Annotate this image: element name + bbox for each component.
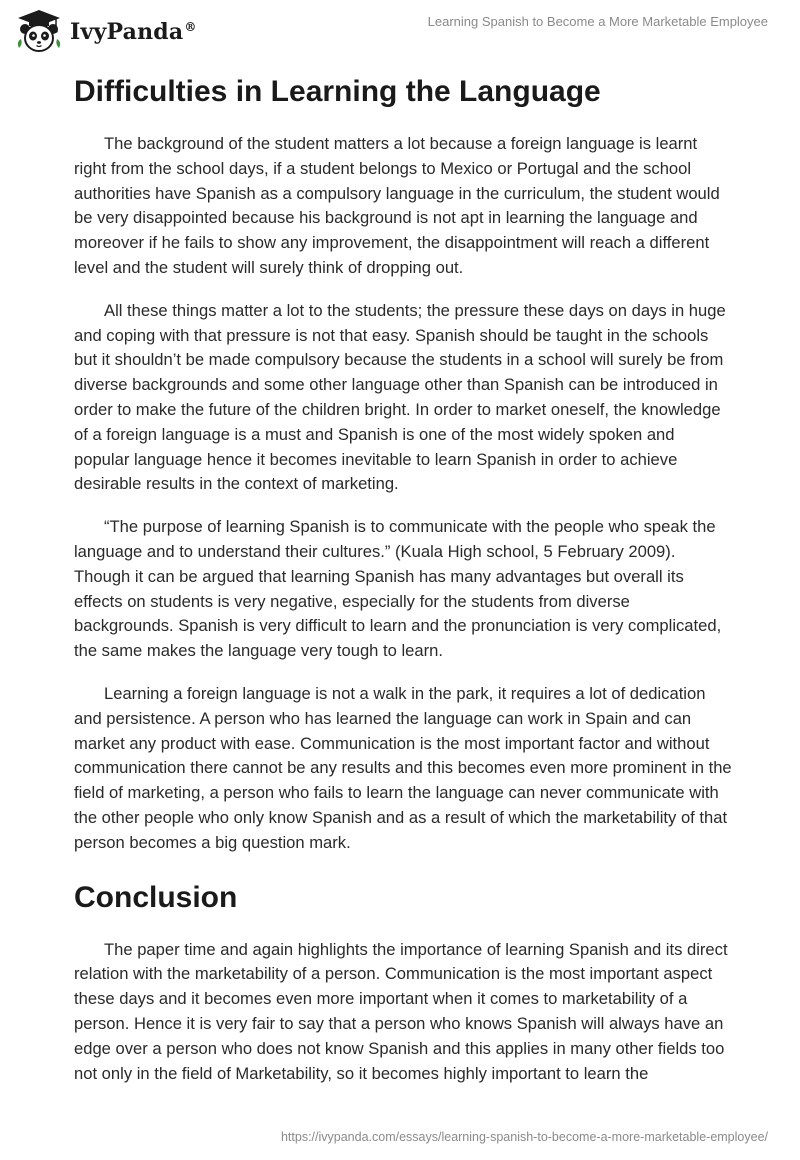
registered-mark: ® <box>184 19 197 34</box>
page-header <box>0 0 800 60</box>
document-title: Learning Spanish to Become a More Marketable Employee <box>427 14 768 29</box>
ivypanda-logo[interactable] <box>14 8 197 54</box>
paragraph: The background of the student matters a lot because a foreign language is learnt right from the school days, if a student belongs to Mexico or Portugal and the school authorities have Spanish as a compulsory language in the curriculum, the student would be very disappointed because his background is not apt in learning the language and moreover if he fails to show any improvement, the disappointment will reach a different level and the student will surely think of dropping out. <box>74 134 720 277</box>
panda-graduate-icon <box>14 8 64 54</box>
paragraph: Learning a foreign language is not a walk in the park, it requires a lot of dedication and persistence. A person who has learned the language can work in Spain and can market any product with ease. Communication is the most important factor and without communication there cannot be any results and this becomes even more prominent in the field of marketing, a person who fails to learn the language can never communicate with the other people who only know Spanish and as a result of which the marketability of that person becomes a big question mark. <box>74 683 732 852</box>
paragraph: “The purpose of learning Spanish is to communicate with the people who speak the language and to understand their cultures.” (Kuala High school, 5 February 2009). Though it can be argued that learning Spanish has many advantages but overall its effects on students is very negative, especially for the students from diverse backgrounds. Spanish is very difficult to learn and the pronunciation is very complicated, the same makes the language very tough to learn. <box>74 517 722 661</box>
paragraph: The paper time and again highlights the importance of learning Spanish and its direct relation with the marketability of a person. Communication is the most important aspect these days and it becomes even more important when it comes to marketability of a person. Hence it is very fair to say that a person who knows Spanish will always have an edge over a person who does not know Spanish and this applies in many other fields too not only in the field of Marketability, so it becomes highly important to learn the <box>74 939 728 1083</box>
essay-content <box>74 70 734 1104</box>
paragraph: All these things matter a lot to the students; the pressure these days on days in huge and coping with that pressure is not that easy. Spanish should be taught in the schools but it shouldn’t be made compulsory because the students in a school will surely be from diverse backgrounds and some other language other than Spanish can be introduced in order to make the future of the children bright. In order to market oneself, the knowledge of a foreign language is a must and Spanish is one of the most widely spoken and popular language hence it becomes inevitable to learn Spanish in order to achieve desirable results in the context of marketing. <box>74 300 726 494</box>
section-heading: Difficulties in Learning the Language <box>74 75 601 108</box>
section-heading: Conclusion <box>74 880 238 914</box>
source-url[interactable]: https://ivypanda.com/essays/learning-spanish-to-become-a-more-marketable-employee/ <box>280 1130 768 1144</box>
brand-name: IvyPanda® <box>70 19 197 45</box>
